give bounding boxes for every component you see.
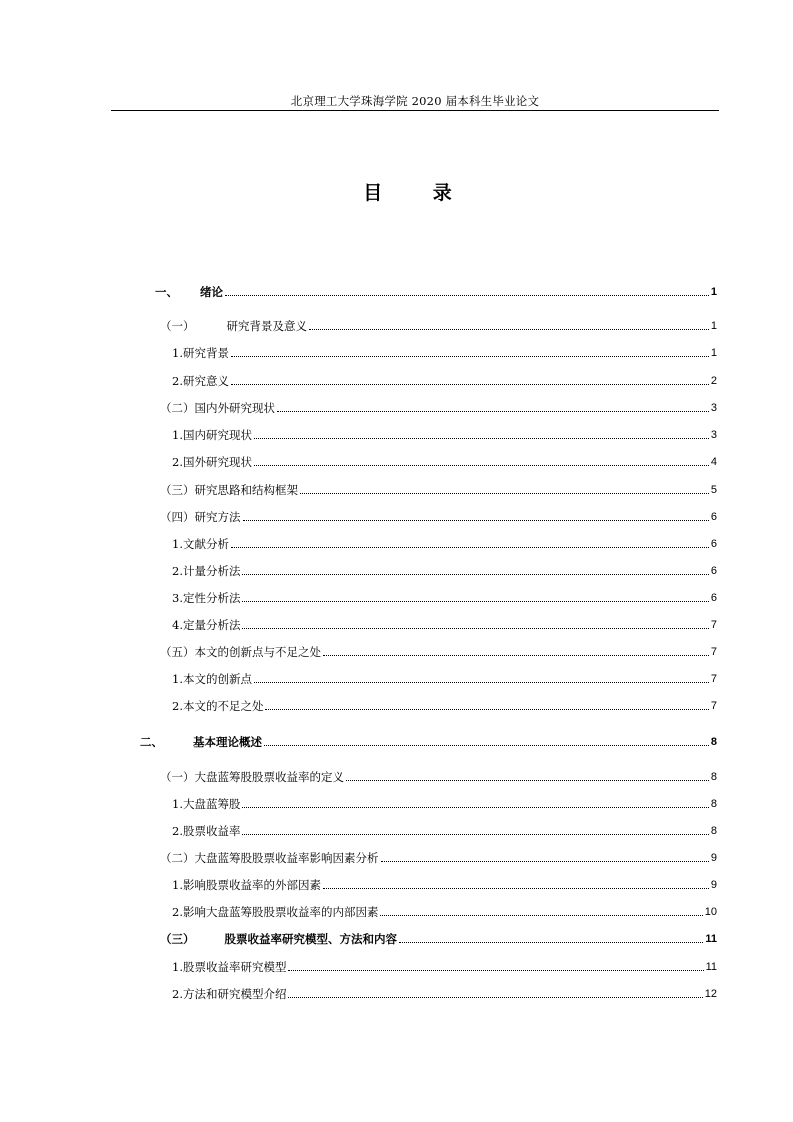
toc-entry-page: 8 bbox=[710, 771, 717, 783]
toc-entry-page: 8 bbox=[710, 736, 717, 748]
toc-entry-subsection[interactable] bbox=[172, 562, 717, 578]
toc-entry-section-1-1[interactable] bbox=[160, 317, 717, 333]
toc-entry-subsection[interactable] bbox=[172, 822, 717, 838]
toc-entry-number: 2. bbox=[172, 455, 183, 469]
toc-entry-title: 大盘蓝筹股 bbox=[182, 797, 241, 811]
toc-entry-subsection[interactable] bbox=[172, 697, 717, 713]
dot-leader bbox=[399, 942, 703, 943]
toc-entry-section-1-3[interactable] bbox=[160, 481, 717, 497]
dot-leader bbox=[380, 915, 702, 916]
toc-entry-number: 4. bbox=[172, 618, 183, 632]
toc-entry-subsection[interactable] bbox=[172, 985, 717, 1001]
toc-entry-title: 股票收益率研究模型 bbox=[182, 960, 287, 974]
toc-entry-number: 1. bbox=[172, 346, 183, 360]
toc-entry-page: 5 bbox=[710, 484, 717, 496]
toc-entry-subsection[interactable] bbox=[172, 795, 717, 811]
dot-leader bbox=[231, 356, 709, 357]
toc-entry-title: 影响股票收益率的外部因素 bbox=[182, 878, 321, 892]
toc-entry-chapter-2[interactable] bbox=[140, 733, 717, 749]
toc-entry-section-2-3[interactable] bbox=[160, 930, 717, 946]
toc-entry-title: 研究背景 bbox=[182, 346, 229, 360]
toc-entry-subsection[interactable] bbox=[172, 535, 717, 551]
toc-entry-page: 1 bbox=[710, 347, 717, 359]
toc-entry-number: 2. bbox=[172, 824, 183, 838]
toc-entry-number: （三） bbox=[160, 483, 195, 497]
toc-entry-number: （一） bbox=[160, 770, 195, 784]
toc-entry-title: 大盘蓝筹股股票收益率影响因素分析 bbox=[194, 851, 379, 865]
dot-leader bbox=[264, 745, 709, 746]
toc-entry-number: （四） bbox=[160, 510, 195, 524]
toc-entry-number: 2. bbox=[172, 987, 183, 1001]
toc-entry-page: 1 bbox=[710, 320, 717, 332]
toc-entry-page: 3 bbox=[710, 402, 717, 414]
toc-entry-title: 定性分析法 bbox=[182, 591, 241, 605]
toc-entry-subsection[interactable] bbox=[172, 616, 717, 632]
dot-leader bbox=[254, 438, 709, 439]
dot-leader bbox=[323, 655, 709, 656]
toc-title: 目 录 bbox=[363, 182, 474, 204]
toc-entry-number: 2. bbox=[172, 564, 183, 578]
toc-entry-number: 1. bbox=[172, 797, 183, 811]
toc-entry-page: 3 bbox=[710, 429, 717, 441]
toc-entry-title: 研究背景及意义 bbox=[226, 319, 307, 333]
toc-entry-number: 1. bbox=[172, 537, 183, 551]
toc-entry-title: 方法和研究模型介绍 bbox=[182, 987, 287, 1001]
dot-leader bbox=[277, 411, 709, 412]
toc-entry-title: 绪论 bbox=[200, 285, 223, 299]
toc-entry-page: 7 bbox=[710, 646, 717, 658]
toc-entry-page: 1 bbox=[710, 286, 717, 298]
toc-entry-number: （二） bbox=[160, 401, 195, 415]
toc-entry-number: （二） bbox=[160, 851, 195, 865]
toc-entry-subsection[interactable] bbox=[172, 903, 717, 919]
toc-entry-subsection[interactable] bbox=[172, 453, 717, 469]
toc-entry-subsection[interactable] bbox=[172, 426, 717, 442]
toc-entry-title: 影响大盘蓝筹股股票收益率的内部因素 bbox=[182, 905, 379, 919]
running-header: 北京理工大学珠海学院 2020 届本科生毕业论文 bbox=[290, 94, 540, 108]
toc-entry-number: 1. bbox=[172, 428, 183, 442]
toc-entry-subsection[interactable] bbox=[172, 958, 717, 974]
dot-leader bbox=[288, 997, 702, 998]
toc-entry-page: 11 bbox=[705, 933, 717, 945]
toc-entry-subsection[interactable] bbox=[172, 372, 717, 388]
toc-entry-number: 1. bbox=[172, 878, 183, 892]
toc-entry-page: 9 bbox=[710, 852, 717, 864]
dot-leader bbox=[231, 547, 709, 548]
dot-leader bbox=[243, 520, 709, 521]
toc-entry-title: 研究方法 bbox=[194, 510, 241, 524]
toc-entry-page: 7 bbox=[710, 619, 717, 631]
dot-leader bbox=[225, 295, 709, 296]
dot-leader bbox=[242, 628, 708, 629]
toc-entry-title: 计量分析法 bbox=[182, 564, 241, 578]
toc-entry-number: （一） bbox=[160, 319, 195, 333]
toc-entry-number: （五） bbox=[160, 645, 195, 659]
dot-leader bbox=[265, 709, 708, 710]
toc-entry-page: 6 bbox=[710, 592, 717, 604]
toc-entry-title: 国内研究现状 bbox=[182, 428, 252, 442]
toc-entry-section-1-2[interactable] bbox=[160, 399, 717, 415]
toc-entry-section-2-1[interactable] bbox=[160, 768, 717, 784]
dot-leader bbox=[231, 384, 709, 385]
toc-entry-title: 国内外研究现状 bbox=[194, 401, 275, 415]
dot-leader bbox=[309, 329, 709, 330]
toc-entry-number: 2. bbox=[172, 374, 183, 388]
toc-entry-page: 4 bbox=[710, 456, 717, 468]
toc-entry-section-1-5[interactable] bbox=[160, 643, 717, 659]
dot-leader bbox=[254, 682, 709, 683]
toc-entry-page: 2 bbox=[710, 375, 717, 387]
toc-entry-title: 研究意义 bbox=[182, 374, 229, 388]
toc-entry-page: 6 bbox=[710, 538, 717, 550]
toc-entry-page: 9 bbox=[710, 879, 717, 891]
toc-entry-page: 8 bbox=[710, 798, 717, 810]
dot-leader bbox=[323, 888, 709, 889]
toc-entry-number: 2. bbox=[172, 905, 183, 919]
toc-entry-page: 8 bbox=[710, 825, 717, 837]
dot-leader bbox=[288, 970, 703, 971]
dot-leader bbox=[300, 493, 709, 494]
toc-entry-section-1-4[interactable] bbox=[160, 508, 717, 524]
toc-entry-section-2-2[interactable] bbox=[160, 849, 717, 865]
toc-entry-title: 本文的创新点与不足之处 bbox=[194, 645, 321, 659]
dot-leader bbox=[381, 861, 709, 862]
dot-leader bbox=[242, 807, 708, 808]
toc-entry-number: 二、 bbox=[140, 735, 163, 749]
toc-entry-title: 定量分析法 bbox=[182, 618, 241, 632]
toc-entry-title: 基本理论概述 bbox=[193, 735, 262, 749]
dot-leader bbox=[242, 834, 708, 835]
dot-leader bbox=[346, 780, 709, 781]
toc-entry-title: 股票收益率研究模型、方法和内容 bbox=[224, 932, 397, 946]
toc-entry-title: 研究思路和结构框架 bbox=[194, 483, 298, 497]
toc-entry-subsection[interactable] bbox=[172, 670, 717, 686]
toc-entry-number: 2. bbox=[172, 699, 183, 713]
toc-entry-page: 7 bbox=[710, 673, 717, 685]
toc-entry-number: 1. bbox=[172, 960, 183, 974]
dot-leader bbox=[242, 574, 708, 575]
toc-entry-title: 本文的创新点 bbox=[182, 672, 252, 686]
toc-entry-page: 6 bbox=[710, 565, 717, 577]
toc-entry-page: 10 bbox=[704, 906, 717, 918]
toc-entry-number: 3. bbox=[172, 591, 183, 605]
toc-entry-number: （三） bbox=[160, 932, 195, 946]
toc-entry-chapter-1[interactable] bbox=[155, 283, 717, 299]
toc-entry-title: 本文的不足之处 bbox=[182, 699, 264, 713]
toc-entry-title: 大盘蓝筹股股票收益率的定义 bbox=[194, 770, 344, 784]
toc-entry-subsection[interactable] bbox=[172, 344, 717, 360]
toc-entry-page: 6 bbox=[710, 511, 717, 523]
toc-entry-subsection[interactable] bbox=[172, 589, 717, 605]
toc-entry-title: 国外研究现状 bbox=[182, 455, 252, 469]
toc-entry-title: 股票收益率 bbox=[182, 824, 241, 838]
toc-entry-page: 11 bbox=[705, 961, 717, 973]
dot-leader bbox=[242, 601, 708, 602]
toc-entry-page: 7 bbox=[710, 700, 717, 712]
toc-entry-number: 1. bbox=[172, 672, 183, 686]
toc-entry-number: 一、 bbox=[155, 285, 178, 299]
dot-leader bbox=[254, 465, 709, 466]
toc-entry-title: 文献分析 bbox=[182, 537, 229, 551]
toc-entry-subsection[interactable] bbox=[172, 876, 717, 892]
toc-entry-page: 12 bbox=[704, 988, 717, 1000]
